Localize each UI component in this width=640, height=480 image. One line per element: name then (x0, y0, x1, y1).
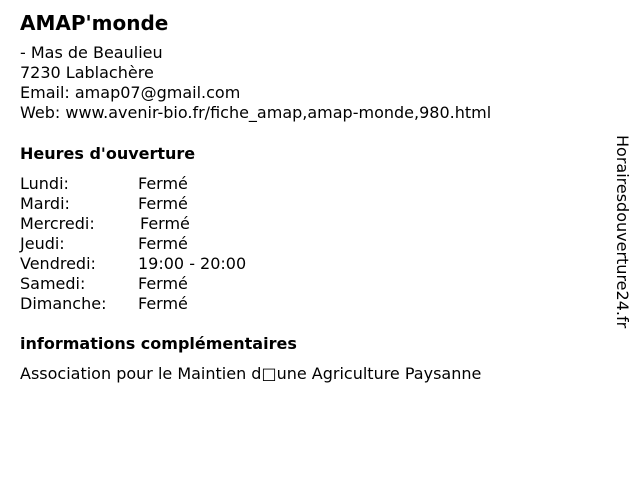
place-name: AMAP'monde (20, 11, 169, 35)
day-label: Mercredi: (20, 214, 95, 233)
day-label: Vendredi: (20, 254, 96, 273)
info-text: Association pour le Maintien d□une Agriculture Paysanne (20, 364, 482, 383)
contact-block (20, 43, 491, 123)
address-line-1: - Mas de Beaulieu (20, 43, 163, 62)
day-label: Dimanche: (20, 294, 107, 313)
day-hours: Fermé (138, 174, 188, 193)
day-label: Mardi: (20, 194, 70, 213)
info-heading: informations complémentaires (20, 334, 297, 353)
hours-row-friday (20, 254, 340, 274)
day-hours: Fermé (138, 194, 188, 213)
hours-row-wednesday (20, 214, 340, 234)
site-watermark: Horairesdouverture24.fr (613, 135, 632, 329)
day-hours: Fermé (138, 294, 188, 313)
day-label: Jeudi: (20, 234, 65, 253)
hours-heading: Heures d'ouverture (20, 144, 196, 163)
day-hours: Fermé (138, 274, 188, 293)
day-hours: Fermé (138, 234, 188, 253)
hours-row-saturday (20, 274, 340, 294)
hours-row-monday (20, 174, 340, 194)
email-line: Email: amap07@gmail.com (20, 83, 241, 102)
web-line: Web: www.avenir-bio.fr/fiche_amap,amap-monde,980.html (20, 103, 492, 122)
hours-row-sunday (20, 294, 340, 314)
hours-row-tuesday (20, 194, 340, 214)
day-label: Lundi: (20, 174, 69, 193)
address-line-2: 7230 Lablachère (20, 63, 154, 82)
day-hours: 19:00 - 20:00 (138, 254, 247, 273)
day-hours: Fermé (140, 214, 190, 233)
day-label: Samedi: (20, 274, 86, 293)
hours-table (20, 174, 340, 314)
hours-row-thursday (20, 234, 340, 254)
